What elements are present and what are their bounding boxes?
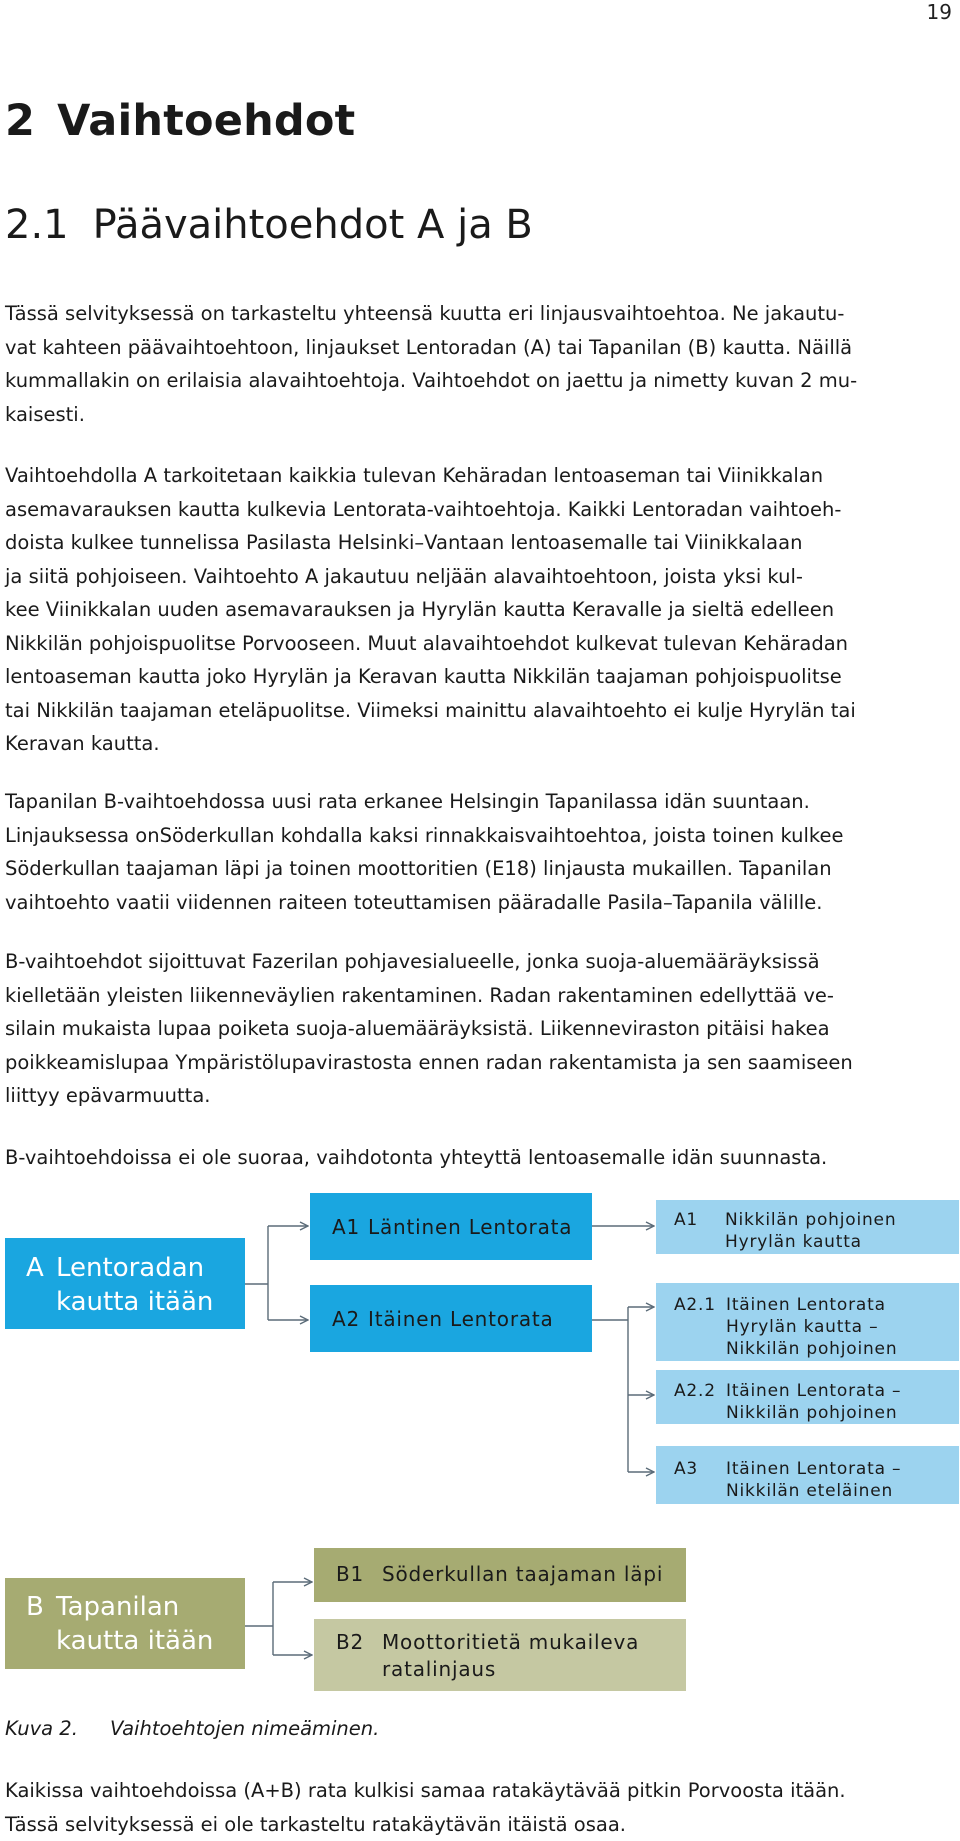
option-a2-code: A2: [332, 1306, 361, 1331]
text-line: B-vaihtoehdoissa ei ole suoraa, vaihdotonta yhteyttä lentoasemalle idän suunnasta.: [5, 1146, 828, 1169]
text-line: liittyy epävarmuutta.: [5, 1084, 211, 1107]
option-b2-label-line2: ratalinjaus: [382, 1657, 497, 1681]
text-line: kummallakin on erilaisia alavaihtoehtoja. Vaihtoehdot on jaettu ja nimetty kuvan 2 mu-: [5, 369, 858, 392]
option-a-box: [5, 1238, 245, 1329]
option-a2-box: [310, 1285, 592, 1352]
text-line: poikkeamislupaa Ympäristölupavirastosta ennen radan rakentamista ja sen saamiseen: [5, 1050, 853, 1074]
option-leaf-a21-box: [656, 1283, 959, 1361]
section-number: 2.1: [5, 202, 69, 248]
leaf-code: A2.2: [674, 1381, 716, 1401]
text-line: Keravan kautta.: [5, 732, 160, 755]
option-a-code: A: [26, 1253, 44, 1283]
option-b1-label: Söderkullan taajaman läpi: [382, 1562, 664, 1586]
text-line: tai Nikkilän taajaman eteläpuolitse. Viimeksi mainittu alavaihtoehto ei kulje Hyrylän tai: [5, 698, 856, 722]
figure-caption: [5, 1717, 379, 1740]
option-leaf-a22-box: [656, 1370, 959, 1424]
text-line: asemavarauksen kautta kulkevia Lentorata-vaihtoehtoja. Kaikki Lentoradan vaihtoeh-: [5, 497, 842, 521]
text-line: ja siitä pohjoiseen. Vaihtoehto A jakautuu neljään alavaihtoehtoon, joista yksi kul-: [5, 564, 803, 588]
text-line: kaisesti.: [5, 402, 85, 426]
option-a1-box: [310, 1193, 592, 1260]
option-b-line1: [26, 1590, 245, 1624]
text-line: Kaikissa vaihtoehdoissa (A+B) rata kulkisi samaa ratakäytävää pitkin Porvoosta itään.: [5, 1779, 846, 1802]
page-number: 19: [926, 0, 952, 24]
section-title: Päävaihtoehdot A ja B: [92, 202, 533, 248]
option-b1-box: [314, 1548, 686, 1602]
option-a-label-line2: kautta itään: [56, 1287, 214, 1317]
option-a1-label: Läntinen Lentorata: [368, 1214, 573, 1239]
leaf-line: Nikkilän pohjoinen: [725, 1210, 897, 1230]
option-b-code: B: [26, 1592, 44, 1622]
text-line: lentoaseman kautta joko Hyrylän ja Keravan kautta Nikkilän taajaman pohjoispuolitse: [5, 665, 842, 688]
option-b-label-line1: Tapanilan: [56, 1592, 180, 1622]
option-b-box: [5, 1578, 245, 1669]
text-line: Linjauksessa onSöderkullan kohdalla kaksi rinnakkaisvaihtoehtoa, joista toinen kulkee: [5, 823, 844, 847]
text-line: silain mukaista lupaa poiketa suoja-aluemääräyksistä. Liikenneviraston pitäisi hakea: [5, 1017, 830, 1040]
text-line: Tässä selvityksessä on tarkasteltu yhteensä kuutta eri linjausvaihtoehtoa. Ne jakautu-: [5, 302, 845, 325]
text-line: Söderkullan taajaman läpi ja toinen moottoritien (E18) linjausta mukaillen. Tapanilan: [5, 857, 832, 880]
connector-b-trunk: [245, 1582, 273, 1655]
text-line: doista kulkee tunnelissa Pasilasta Helsinki–Vantaan lentoasemalle tai Viinikkalaan: [5, 531, 803, 554]
text-line: kielletään yleisten liikenneväylien rakentaminen. Radan rakentaminen edellyttää ve-: [5, 983, 834, 1007]
chapter-title: Vaihtoehdot: [57, 96, 356, 146]
closing-paragraph: [5, 1774, 955, 1841]
text-line: B-vaihtoehdot sijoittuvat Fazerilan pohjavesialueelle, jonka suoja-aluemääräyksissä: [5, 950, 820, 973]
text-line: vat kahteen päävaihtoehtoon, linjaukset Lentoradan (A) tai Tapanilan (B) kautta. Näillä: [5, 335, 853, 359]
text-line: Tapanilan B-vaihtoehdossa uusi rata erkanee Helsingin Tapanilassa idän suuntaan.: [5, 790, 810, 813]
leaf-code: A2.1: [674, 1295, 716, 1315]
option-b1-code: B1: [336, 1562, 365, 1586]
option-b2-box: [314, 1619, 686, 1691]
option-b2-code: B2: [336, 1630, 365, 1654]
text-line: vaihtoehto vaatii viidennen raiteen toteuttamisen pääradalle Pasila–Tapanila välille.: [5, 890, 823, 914]
text-line: Nikkilän pohjoispuolitse Porvooseen. Muut alavaihtoehdot kulkevat tulevan Kehäradan: [5, 631, 849, 655]
text-line: Vaihtoehdolla A tarkoitetaan kaikkia tulevan Kehäradan lentoaseman tai Viinikkalan: [5, 464, 824, 487]
leaf-line: Itäinen Lentorata –: [726, 1381, 902, 1401]
text-line: kee Viinikkalan uuden asemavarauksen ja Hyrylän kautta Keravalle ja sieltä edelleen: [5, 598, 835, 621]
leaf-line: Itäinen Lentorata: [726, 1295, 886, 1315]
leaf-line: Nikkilän pohjoinen: [726, 1403, 898, 1423]
option-a-line1: [26, 1251, 245, 1285]
caption-text: Vaihtoehtojen nimeäminen.: [110, 1717, 380, 1740]
leaf-code: A1: [674, 1210, 699, 1230]
option-a1-code: A1: [332, 1214, 361, 1239]
leaf-line: Nikkilän eteläinen: [726, 1481, 894, 1501]
connector-a-trunk: [245, 1226, 268, 1320]
chapter-number: 2: [5, 96, 36, 146]
option-leaf-a1-box: [656, 1200, 959, 1254]
leaf-code: A3: [674, 1459, 699, 1479]
option-b2-label-line1: Moottoritietä mukaileva: [382, 1630, 640, 1654]
text-line: Tässä selvityksessä ei ole tarkasteltu ratakäytävän itäistä osaa.: [5, 1812, 626, 1836]
option-leaf-a3-box: [656, 1446, 959, 1504]
option-a2-label: Itäinen Lentorata: [368, 1306, 554, 1331]
leaf-line: Hyrylän kautta: [725, 1232, 862, 1252]
leaf-line: Nikkilän pohjoinen: [726, 1339, 898, 1359]
caption-label: Kuva 2.: [5, 1717, 78, 1740]
option-b-label-line2: kautta itään: [56, 1626, 214, 1656]
leaf-line: Itäinen Lentorata –: [726, 1459, 902, 1479]
connector-a2-trunk: [589, 1307, 628, 1472]
leaf-line: Hyrylän kautta –: [726, 1317, 879, 1337]
option-a-label-line1: Lentoradan: [56, 1253, 205, 1283]
